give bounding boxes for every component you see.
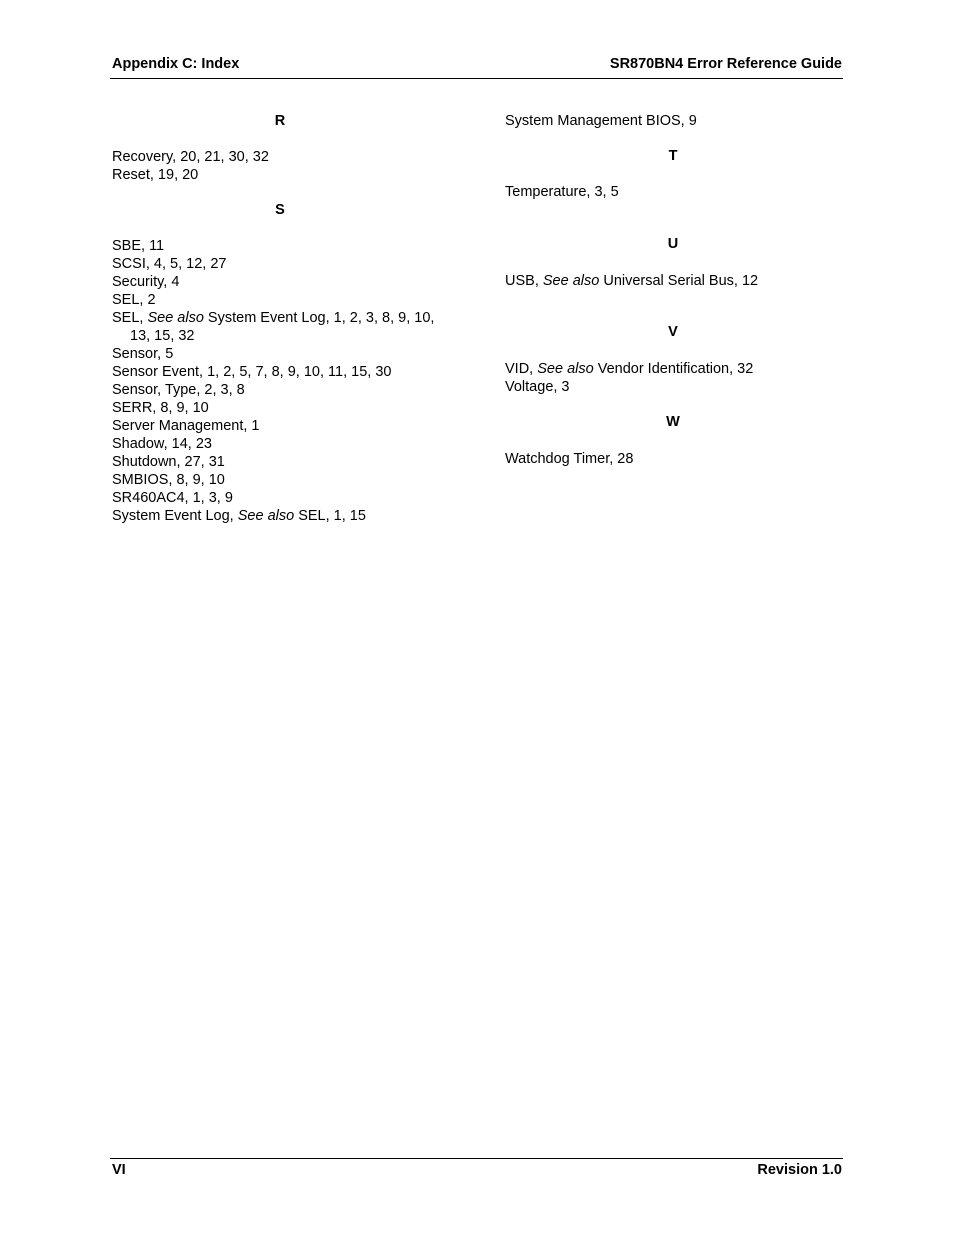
index-entry: SERR, 8, 9, 10 (112, 400, 209, 416)
index-entry: Sensor, Type, 2, 3, 8 (112, 382, 245, 398)
index-letter-w: W (666, 414, 680, 430)
index-entry: SR460AC4, 1, 3, 9 (112, 490, 233, 506)
header-document-title: SR870BN4 Error Reference Guide (609, 56, 842, 72)
index-entry: SMBIOS, 8, 9, 10 (112, 472, 225, 488)
index-entry: Shadow, 14, 23 (112, 436, 212, 452)
see-also-label: See also (542, 273, 600, 289)
index-entry-see-also: VID, See also Vendor Identification, 32 (505, 361, 754, 377)
index-entry: Sensor, 5 (112, 346, 174, 362)
index-entry-see-also: USB, See also Universal Serial Bus, 12 (505, 273, 759, 289)
index-entry: System Management BIOS, 9 (505, 113, 697, 129)
page-footer (110, 1158, 843, 1178)
see-also-label: See also (147, 310, 204, 326)
index-column-left (112, 112, 452, 525)
see-also-label: See also (237, 508, 295, 524)
index-letter-s: S (275, 202, 285, 218)
index-entry-see-also: SEL, See also System Event Log, 1, 2, 3, 8, 9, 10, 13, 15, 32 (112, 310, 435, 344)
index-entry: Security, 4 (112, 274, 180, 290)
index-entry: Reset, 19, 20 (112, 167, 199, 183)
index-entry: Voltage, 3 (505, 379, 570, 395)
index-letter-v: V (668, 324, 678, 340)
index-entry: SCSI, 4, 5, 12, 27 (112, 256, 227, 272)
index-entry: Sensor Event, 1, 2, 5, 7, 8, 9, 10, 11, 15, 30 (112, 364, 392, 380)
index-entry: SEL, 2 (112, 292, 156, 308)
footer-page-number: VI (112, 1162, 126, 1178)
index-letter-t: T (668, 148, 678, 164)
see-also-label: See also (537, 361, 594, 377)
index-entry: SBE, 11 (112, 238, 165, 254)
index-entry: Shutdown, 27, 31 (112, 454, 225, 470)
index-entry-see-also: System Event Log, See also SEL, 1, 15 (112, 508, 366, 524)
index-letter-r: R (274, 113, 286, 129)
index-entry: Server Management, 1 (112, 418, 260, 434)
index-column-right (505, 112, 843, 468)
index-entry: Temperature, 3, 5 (505, 184, 619, 200)
index-entry: Watchdog Timer, 28 (505, 451, 634, 467)
footer-revision: Revision 1.0 (757, 1162, 842, 1178)
page-header (110, 56, 843, 79)
header-section-title: Appendix C: Index (112, 56, 240, 72)
index-letter-u: U (667, 236, 679, 252)
index-entry: Recovery, 20, 21, 30, 32 (112, 149, 269, 165)
